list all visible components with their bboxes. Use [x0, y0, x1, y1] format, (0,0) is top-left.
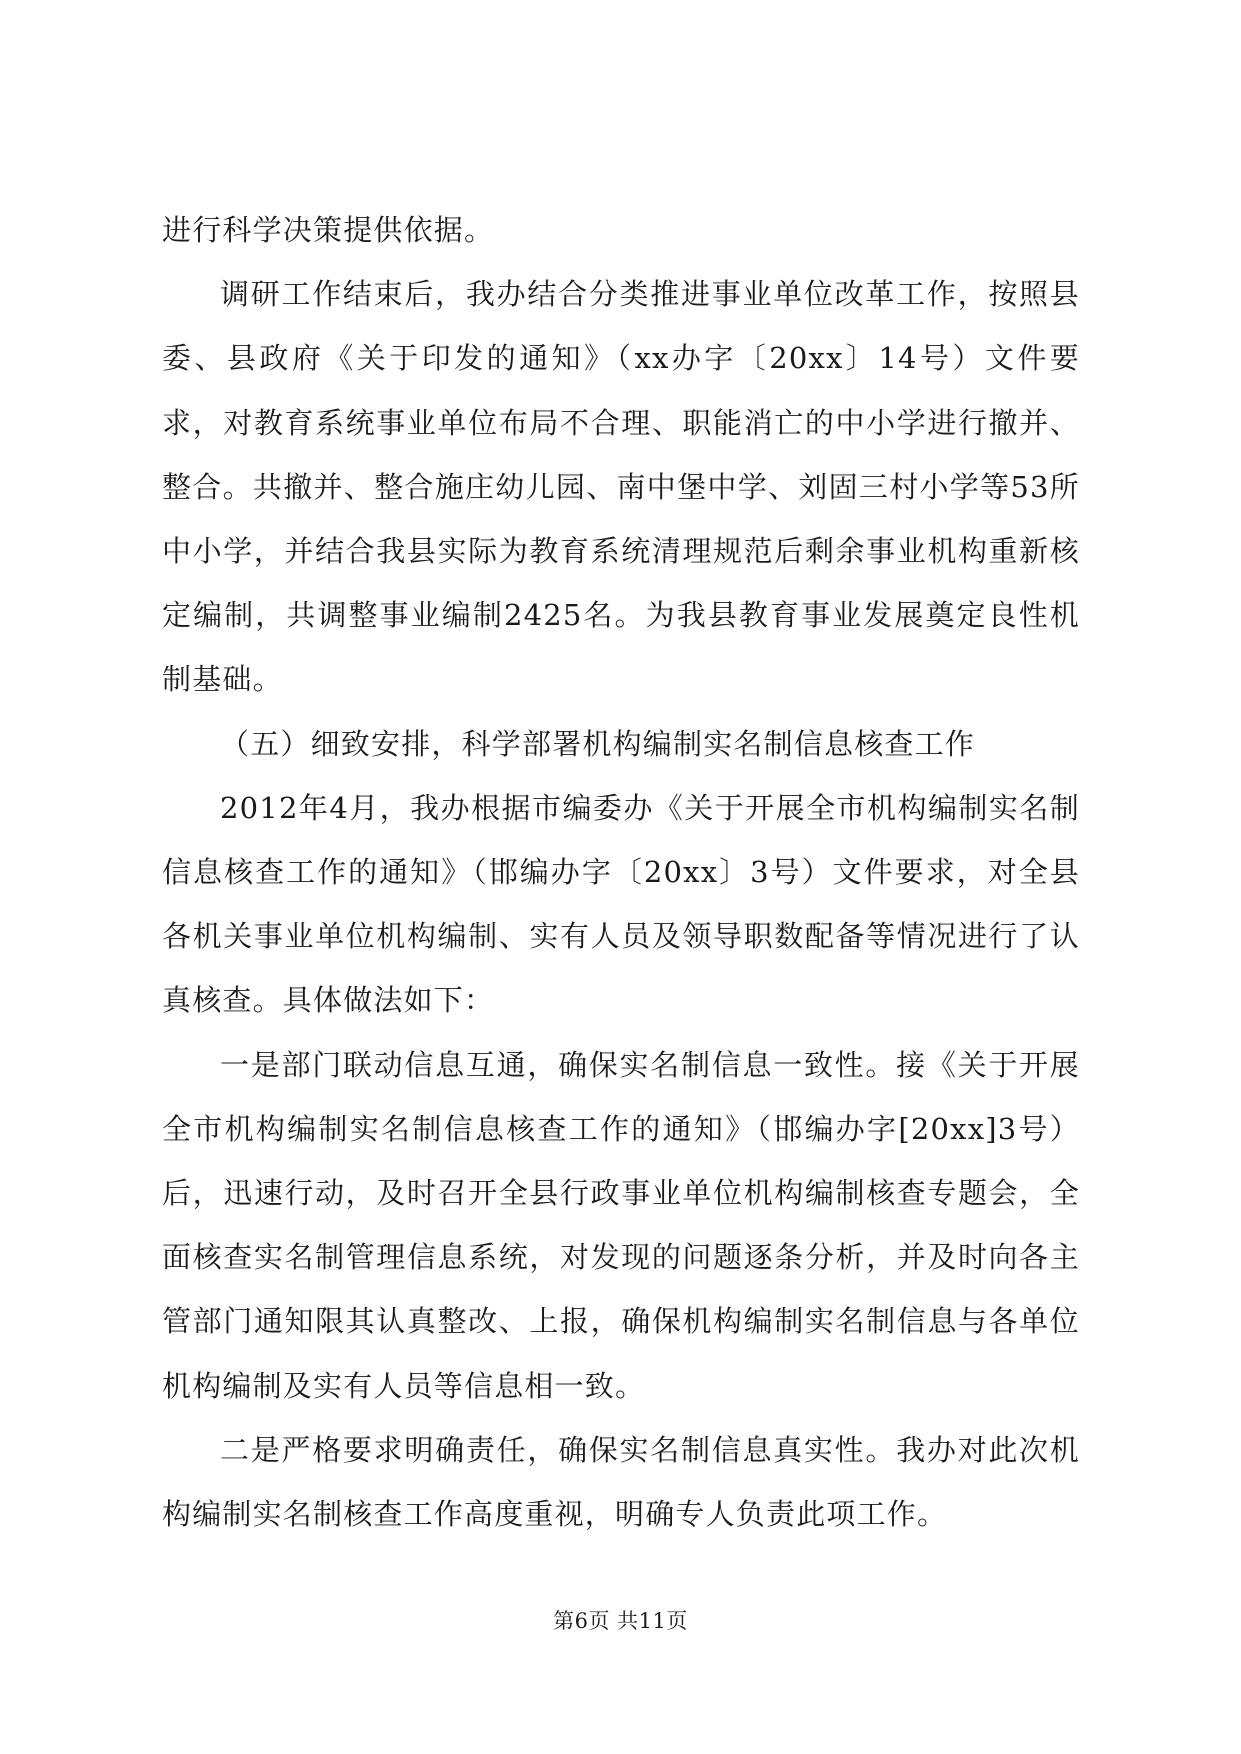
- page-number-footer: 第6页 共11页: [553, 1609, 688, 1633]
- paragraph-continuation: 进行科学决策提供依据。: [162, 213, 495, 247]
- paragraph-point-one: 一是部门联动信息互通，确保实名制信息一致性。接《关于开展全市机构编制实名制信息核查工作的通知》（邯编办字[20xx]3号）后，迅速行动，及时召开全县行政事业单位机构编制核查专题会，全面核查实名制管理信息系统，对发现的问题逐条分析，并及时向各主管部门通知限其认真整改、上报，确保机构编制实名制信息与各单位机构编制及实有人员等信息相一致。: [162, 1047, 1080, 1403]
- section-heading-five: （五）细致安排，科学部署机构编制实名制信息核查工作: [220, 726, 976, 761]
- paragraph-verification-intro: 2012年4月，我办根据市编委办《关于开展全市机构编制实名制信息核查工作的通知》（邯编办字〔20xx〕3号）文件要求，对全县各机关事业单位机构编制、实有人员及领导职数配备等情况进行了认真核查。具体做法如下：: [162, 790, 1080, 1018]
- document-body: [162, 198, 1080, 1546]
- paragraph-point-two: 二是严格要求明确责任，确保实名制信息真实性。我办对此次机构编制实名制核查工作高度重视，明确专人负责此项工作。: [162, 1432, 1080, 1532]
- paragraph-research-followup: 调研工作结束后，我办结合分类推进事业单位改革工作，按照县委、县政府《关于印发的通知》（xx办字〔20xx〕14号）文件要求，对教育系统事业单位布局不合理、职能消亡的中小学进行撤并、整合。共撤并、整合施庄幼儿园、南中堡中学、刘固三村小学等53所中小学，并结合我县实际为教育系统清理规范后剩余事业机构重新核定编制，共调整事业编制2425名。为我县教育事业发展奠定良性机制基础。: [162, 277, 1080, 697]
